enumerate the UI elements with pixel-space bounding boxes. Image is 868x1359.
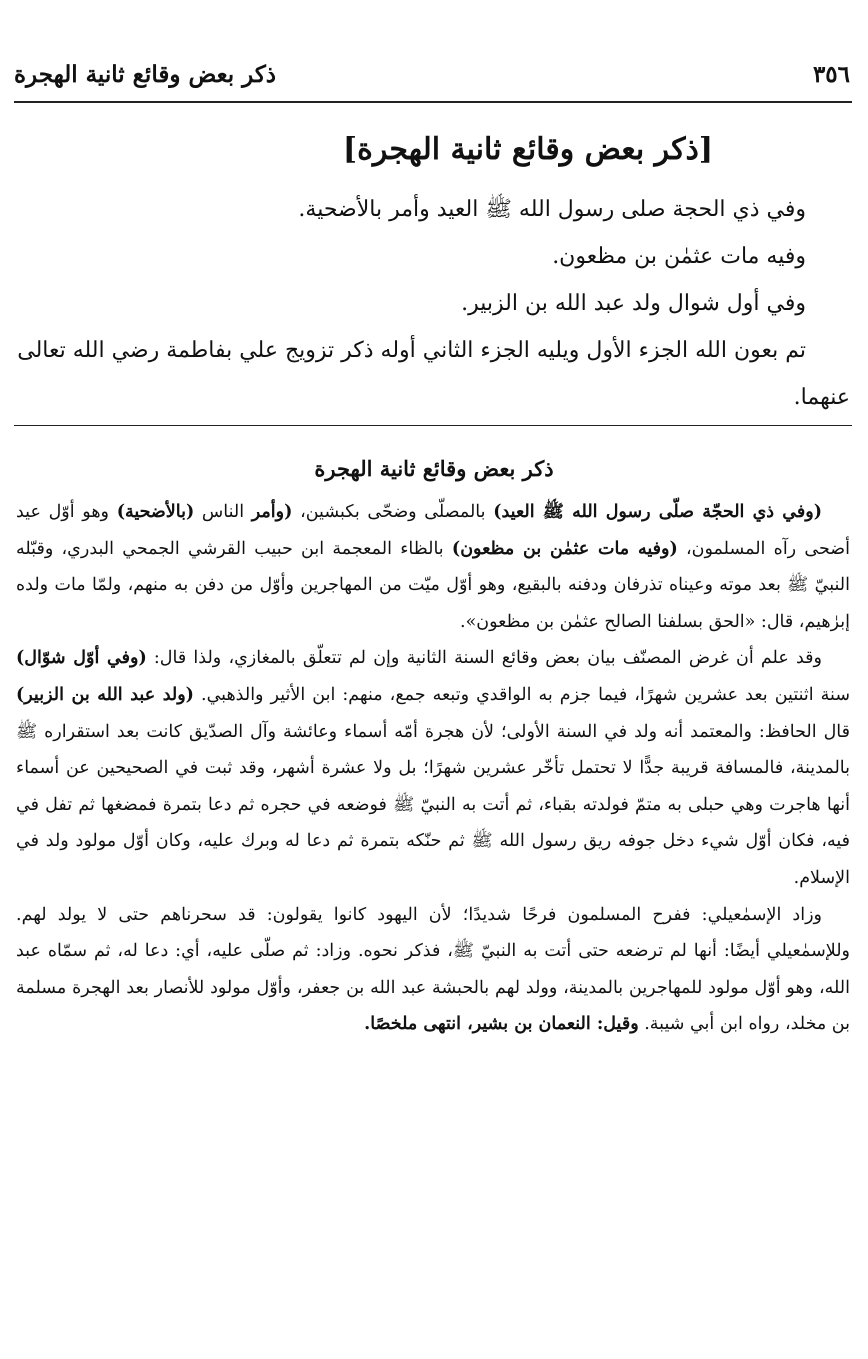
matn-line: وفي ذي الحجة صلى رسول الله ﷺ العيد وأمر بالأضحية. — [298, 197, 806, 222]
matn-paragraph: تم بعون الله الجزء الأول ويليه الجزء الثاني أوله ذكر تزويج علي بفاطمة رضي الله تعالى عنهما. — [17, 338, 850, 410]
quoted-matn: (وفيه مات عثمٰن بن مظعون) — [451, 538, 678, 559]
commentary-span: بالظاء المعجمة ابن حبيب القرشي الجمحي البدري، وقبّله النبيّ ﷺ بعد موته وعيناه تذرفان ودفنه بالبقيع، وهو أوّل ميّت من المهاجرين وأوّل من دفن به منهم، ولمّا مات ولده إبرٰهيم، قال: «الحق بسلفنا الصالح عثمٰن بن مظعون». — [16, 538, 850, 632]
matn-line: وفيه مات عثمٰن بن مظعون. — [552, 244, 806, 269]
commentary-paragraph — [16, 640, 850, 896]
commentary-span: بالمصلّى وضحّى بكبشين، — [292, 502, 494, 522]
commentary-span: قال الحافظ: والمعتمد أنه ولد في السنة الأولى؛ لأن هجرة أمّه أسماء وعائشة وآل الصدّيق كانت بعد استقراره ﷺ بالمدينة، فالمسافة قريبة جدًّا لا تحتمل تأخّر عشرين شهرًا؛ بل ولا عشرة أشهر، وقد ثبت في الصحيحين عن أسماء أنها هاجرت وهي حبلى به متمّ فولدته بقباء، ثم أتت به النبيّ ﷺ فوضعه في حجره ثم دعا بتمرة فمضغها ثم تفل في فيه، فكان أوّل شيء دخل جوفه ريق رسول الله ﷺ ثم حنّكه بتمرة ثم دعا له وبرك عليه، وكان أوّل مولود ولد في الإسلام. — [16, 721, 850, 888]
commentary-span: وزاد الإسمٰعيلي: ففرح المسلمون فرحًا شديدًا؛ لأن اليهود كانوا يقولون: قد سحرناهم حتى لا يولد لهم. وللإسمٰعيلي أيضًا: أنها لم ترضعه حتى أتت به النبيّ ﷺ، فذكر نحوه. وزاد: ثم صلّى عليه، أي: دعا له، ثم سمّاه عبد الله، وهو أوّل مولود للمهاجرين بالمدينة، وولد لهم بالحبشة عبد الله بن جعفر، وأوّل مولود للأنصار بعد الهجرة مسلمة بن مخلد، رواه ابن أبي شيبة. — [16, 904, 850, 1035]
matn-text — [16, 186, 850, 421]
commentary-span: وقد علم أن غرض المصنّف بيان بعض وقائع السنة الثانية وإن لم تتعلّق بالمغازي، ولذا قال: — [146, 648, 822, 669]
quoted-matn: (وفي ذي الحجّة صلّى رسول الله ﷺ العيد) — [493, 502, 822, 522]
commentary-paragraph — [16, 897, 850, 1043]
running-head — [14, 52, 850, 96]
header-rule — [14, 101, 852, 103]
commentary-span: سنة اثنتين بعد عشرين شهرًا، فيما جزم به الواقدي وتبعه جمع، منهم: ابن الأثير والذهبي. — [193, 684, 850, 705]
matn-line: وفي أول شوال ولد عبد الله بن الزبير. — [461, 291, 806, 316]
section-title: [ذكر بعض وقائع ثانية الهجرة] — [342, 132, 714, 167]
quoted-matn: (وفي أوّل شوّال) — [16, 648, 147, 669]
commentary-span-bold: وقيل: النعمان بن بشير، انتهى ملخصًا. — [364, 1014, 639, 1035]
commentary-paragraph — [16, 494, 850, 640]
commentary-span: الناس — [194, 502, 252, 522]
commentary-title: ذكر بعض وقائع ثانية الهجرة — [314, 456, 554, 481]
quoted-matn: (ولد عبد الله بن الزبير) — [16, 684, 194, 705]
page-number: ٣٥٦ — [812, 60, 850, 88]
quoted-matn: (وأمر — [251, 502, 293, 522]
commentary-span: وهو أوّل عيد أضحى رآه المسلمون، — [16, 502, 851, 559]
separator-rule — [14, 425, 852, 426]
commentary-text — [16, 494, 850, 1043]
running-title: ذكر بعض وقائع ثانية الهجرة — [14, 60, 277, 88]
quoted-matn: (بالأضحية) — [116, 502, 195, 522]
